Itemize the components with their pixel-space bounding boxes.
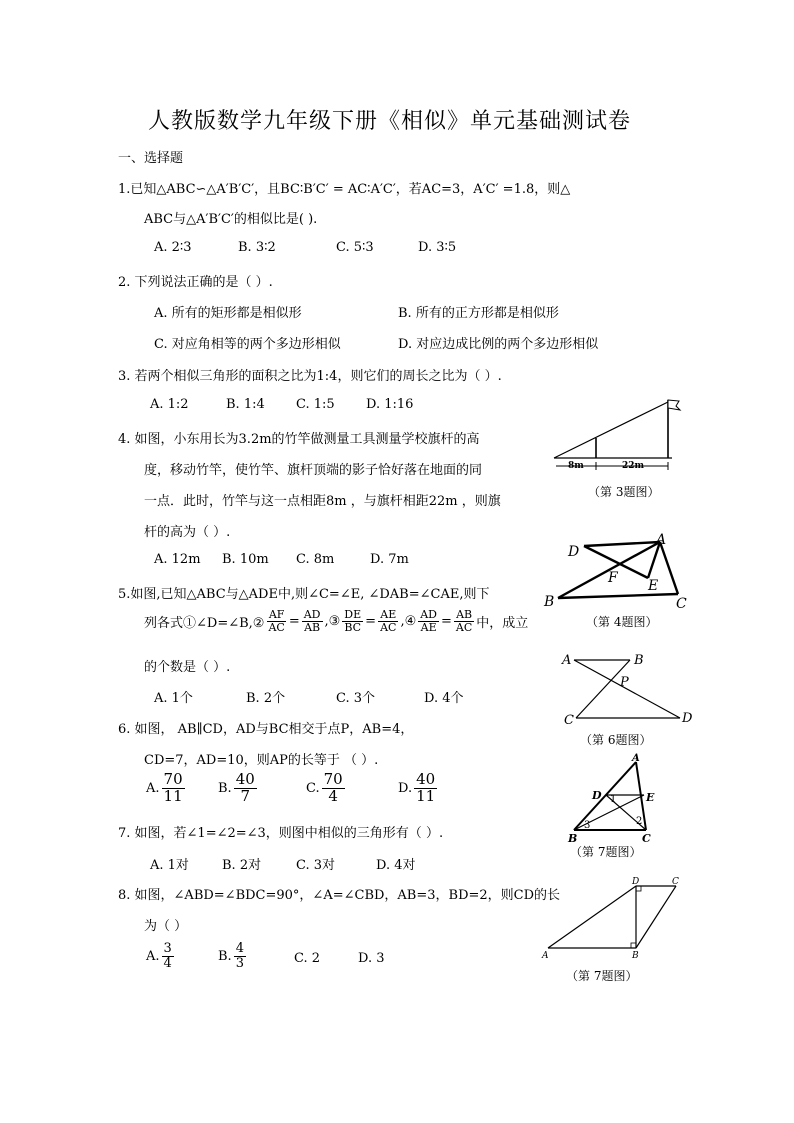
q8-line1: 8. 如图，∠ABD=∠BDC=90°，∠A=∠CBD，AB=3，BD=2，则CD的长 [118, 888, 561, 903]
q6-line1: 6. 如图， AB∥CD，AD与BC相交于点P，AB=4， [118, 722, 414, 737]
q6-line2: CD=7，AD=10，则AP的长等于 （ ）. [144, 753, 379, 768]
q1-line2: ABC与△A′B′C′的相似比是( ). [144, 212, 318, 227]
q8-option-b[interactable] [218, 942, 248, 970]
label-a: A [632, 753, 640, 764]
label-f: F [608, 570, 618, 586]
fraction: $\frac{70}{11}$ [163, 770, 183, 805]
q2-option-b[interactable]: B. 所有的正方形都是相似形 [398, 306, 559, 321]
label-b: B [634, 653, 644, 668]
q6-option-c[interactable] [306, 772, 347, 805]
page-title: 人教版数学九年级下册《相似》单元基础测试卷 [148, 109, 632, 134]
label-c: C [676, 596, 687, 612]
q4-option-b[interactable]: B. 10m [222, 552, 269, 567]
label-a: A [656, 532, 667, 548]
label-c: C [564, 713, 574, 728]
option-label: D. [398, 780, 413, 796]
q2-option-a[interactable]: A. 所有的矩形都是相似形 [154, 306, 302, 321]
equals-sign: = [441, 613, 452, 629]
q5-option-d[interactable]: D. 4个 [424, 691, 464, 706]
q4-line1: 4. 如图，小东用长为3.2m的竹竿做测量工具测量学校旗杆的高 [118, 432, 480, 447]
label-d: D [568, 544, 580, 560]
q7-option-c[interactable]: C. 3对 [296, 858, 336, 873]
label-d: D [632, 877, 640, 887]
caption-q8: （第 7题图） [566, 969, 638, 983]
label-p: P [620, 675, 629, 690]
q3-option-a[interactable]: A. 1:2 [150, 397, 189, 412]
angle-3: 3 [584, 820, 591, 831]
fraction: $\frac{40}{11}$ [416, 770, 436, 805]
label-e: E [646, 791, 655, 804]
q7-option-d[interactable]: D. 4对 [376, 858, 416, 873]
angle-1: 1 [610, 794, 617, 805]
figure-q8 [540, 872, 690, 988]
q8-option-c[interactable]: C. 2 [294, 951, 321, 966]
label-a: A [542, 951, 549, 961]
q4-line4: 杆的高为（ ）. [144, 525, 231, 540]
q8-option-d[interactable]: D. 3 [358, 951, 385, 966]
label-c: C [672, 877, 679, 887]
equals-sign: = [288, 613, 300, 629]
q1-option-c[interactable]: C. 5∶3 [336, 240, 374, 255]
fraction: $\frac{4}{3}$ [235, 941, 244, 971]
fraction-ae-ac: $\frac{AE}{AC}$ [380, 608, 397, 634]
q5-line2 [144, 609, 528, 633]
q7-line1: 7. 如图，若∠1=∠2=∠3，则图中相似的三角形有（ ）. [118, 826, 444, 841]
fraction-ad-ab: $\frac{AD}{AB}$ [303, 608, 321, 634]
q6-option-d[interactable] [398, 772, 439, 805]
q4-line2: 度，移动竹竿，使竹竿、旗杆顶端的影子恰好落在地面的同 [144, 463, 483, 478]
figure-q7 [560, 752, 680, 862]
option-label: A. [146, 780, 160, 796]
q2-option-c[interactable]: C. 对应角相等的两个多边形相似 [154, 337, 341, 352]
figure-q3 [548, 394, 688, 504]
fraction: $\frac{3}{4}$ [163, 941, 172, 971]
q8-option-a[interactable] [146, 942, 176, 970]
q1-option-b[interactable]: B. 3∶2 [238, 240, 276, 255]
label-d: D [682, 711, 693, 726]
caption-q4: （第 4题图） [586, 615, 658, 629]
angle-2: 2 [636, 816, 643, 827]
q6-option-a[interactable] [146, 772, 187, 805]
q3-option-d[interactable]: D. 1:16 [366, 397, 414, 412]
q4-option-a[interactable]: A. 12m [154, 552, 201, 567]
label-e: E [648, 578, 659, 594]
fraction-ab-ac: $\frac{AB}{AC}$ [455, 608, 473, 634]
q2-line1: 2. 下列说法正确的是（ ）. [118, 275, 273, 290]
fraction-af-ac: $\frac{AF}{AC}$ [268, 608, 285, 634]
q5-option-a[interactable]: A. 1个 [154, 691, 193, 706]
q5-line1: 5.如图,已知△ABC与△ADE中,则∠C=∠E, ∠DAB=∠CAE,则下 [118, 587, 490, 602]
q5-line2-start: 列各式①∠D=∠B,② [144, 615, 265, 631]
q5-option-b[interactable]: B. 2个 [246, 691, 286, 706]
fraction-de-bc: $\frac{DE}{BC}$ [344, 608, 362, 634]
caption-q6: （第 6题图） [580, 733, 652, 747]
label-b: B [544, 594, 555, 610]
caption-q7: （第 7题图） [570, 845, 642, 859]
figure-q6 [556, 646, 706, 752]
q3-option-b[interactable]: B. 1:4 [226, 397, 265, 412]
label-c: C [642, 832, 651, 845]
label-b: B [632, 951, 639, 961]
separator: ,③ [324, 613, 341, 629]
label-d: D [592, 789, 602, 802]
caption-q3: （第 3题图） [588, 485, 660, 499]
q3-option-c[interactable]: C. 1:5 [296, 397, 335, 412]
q5-option-c[interactable]: C. 3个 [336, 691, 376, 706]
q4-line3: 一点．此时，竹竿与这一点相距8m ，与旗杆相距22m ，则旗 [144, 494, 501, 509]
q8-line2: 为（ ） [144, 919, 188, 934]
q2-option-d[interactable]: D. 对应边成比例的两个多边形相似 [398, 337, 599, 352]
option-label: B. [218, 948, 232, 964]
q5-line3: 的个数是（ ）. [144, 660, 231, 675]
q4-option-c[interactable]: C. 8m [296, 552, 335, 567]
fraction: $\frac{70}{4}$ [323, 770, 343, 805]
label-8m: 8m [568, 461, 584, 471]
q5-line2-end: 中，成立 [476, 615, 529, 631]
option-label: A. [146, 948, 160, 964]
equals-sign: = [365, 613, 377, 629]
option-label: B. [218, 780, 232, 796]
fraction-ad-ae: $\frac{AD}{AE}$ [420, 608, 437, 634]
q3-line1: 3. 若两个相似三角形的面积之比为1:4，则它们的周长之比为（ ）. [118, 369, 502, 384]
q6-option-b[interactable] [218, 772, 259, 805]
label-a: A [562, 653, 572, 668]
q1-option-a[interactable]: A. 2∶3 [154, 240, 192, 255]
figure-q4 [540, 528, 700, 632]
option-label: C. [306, 780, 320, 796]
q1-line1: 1.已知△ABC∽△A′B′C′，且BC∶B′C′ = AC∶A′C′，若AC=3，A′C′ =1.8，则△ [118, 182, 571, 197]
q7-option-a[interactable]: A. 1对 [150, 858, 189, 873]
label-b: B [568, 832, 578, 845]
section-heading: 一、选择题 [118, 151, 184, 166]
label-22m: 22m [622, 461, 645, 471]
separator: ,④ [400, 613, 417, 629]
q7-option-b[interactable]: B. 2对 [222, 858, 262, 873]
q4-option-d[interactable]: D. 7m [370, 552, 409, 567]
q1-option-d[interactable]: D. 3∶5 [418, 240, 457, 255]
fraction: $\frac{40}{7}$ [235, 770, 255, 805]
